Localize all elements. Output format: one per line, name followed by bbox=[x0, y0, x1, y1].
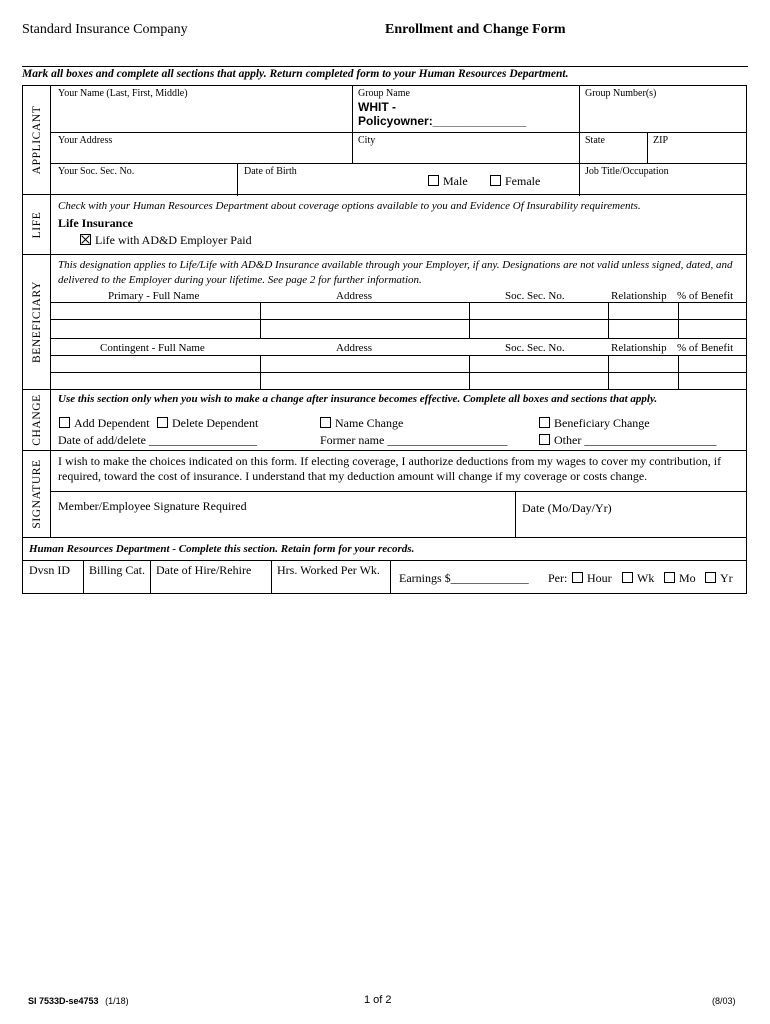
revision-date: (8/03) bbox=[712, 996, 736, 1006]
dob-label: Date of Birth bbox=[244, 166, 297, 177]
other-checkbox[interactable] bbox=[539, 434, 550, 445]
billing-cat-label: Billing Cat. bbox=[89, 563, 146, 577]
name-label: Your Name (Last, First, Middle) bbox=[58, 88, 188, 99]
form-code-date: (1/18) bbox=[105, 996, 129, 1006]
female-option[interactable] bbox=[490, 174, 540, 189]
signature-date-label: Date (Mo/Day/Yr) bbox=[522, 501, 612, 515]
applicant-section-label: APPLICANT bbox=[30, 105, 43, 175]
yr-checkbox[interactable] bbox=[705, 572, 716, 583]
wk-label: Wk bbox=[637, 571, 655, 585]
delete-dependent-option[interactable] bbox=[157, 416, 258, 431]
life-section bbox=[22, 194, 747, 255]
divider bbox=[23, 560, 746, 561]
male-label: Male bbox=[443, 174, 468, 188]
hour-label: Hour bbox=[587, 571, 612, 585]
address-field[interactable] bbox=[52, 146, 350, 162]
group-name-label: Group Name bbox=[358, 88, 410, 99]
life-section-label: LIFE bbox=[30, 211, 43, 238]
contingent-relationship-header: Relationship bbox=[611, 342, 667, 354]
beneficiary-change-option[interactable] bbox=[539, 416, 650, 431]
male-checkbox[interactable] bbox=[428, 175, 439, 186]
primary-address-header: Address bbox=[336, 290, 373, 302]
beneficiary-change-label: Beneficiary Change bbox=[554, 416, 650, 430]
name-field[interactable] bbox=[52, 100, 350, 131]
per-label: Per: bbox=[548, 571, 568, 585]
beneficiary-section bbox=[22, 254, 747, 390]
dob-field[interactable] bbox=[238, 177, 418, 195]
mo-label: Mo bbox=[679, 571, 696, 585]
female-label: Female bbox=[505, 174, 541, 188]
divider bbox=[51, 338, 746, 339]
life-note: Check with your Human Resources Department about coverage options available to you and Evidence Of Insurability requirements. bbox=[58, 200, 641, 212]
job-label: Job Title/Occupation bbox=[585, 166, 669, 177]
hr-section bbox=[22, 537, 747, 594]
divider bbox=[150, 560, 151, 594]
other-option[interactable] bbox=[539, 433, 716, 448]
life-heading: Life Insurance bbox=[58, 216, 133, 230]
yr-option[interactable] bbox=[705, 571, 733, 586]
change-note: Use this section only when you wish to make a change after insurance becomes effective. Complete all boxes and sections that apply. bbox=[58, 393, 658, 405]
beneficiary-change-checkbox[interactable] bbox=[539, 417, 550, 428]
divider bbox=[260, 302, 261, 338]
form-code-value: SI 7533D-se4753 bbox=[28, 996, 99, 1006]
group-number-label: Group Number(s) bbox=[585, 88, 657, 99]
group-name-line2: Policyowner:______________ bbox=[358, 114, 527, 128]
primary-name-header: Primary - Full Name bbox=[108, 290, 200, 302]
city-field[interactable] bbox=[353, 146, 577, 162]
other-label: Other ______________________ bbox=[554, 433, 717, 447]
group-name-value bbox=[358, 100, 526, 128]
wk-checkbox[interactable] bbox=[622, 572, 633, 583]
signature-sidebar bbox=[23, 451, 51, 537]
divider bbox=[51, 372, 746, 373]
divider bbox=[515, 491, 516, 538]
dvsn-id-label: Dvsn ID bbox=[29, 563, 70, 577]
divider bbox=[260, 355, 261, 390]
form-title: Enrollment and Change Form bbox=[385, 22, 566, 37]
divider bbox=[469, 355, 470, 390]
life-add-option[interactable] bbox=[80, 233, 252, 248]
signature-label: Member/Employee Signature Required bbox=[58, 499, 247, 513]
applicant-sidebar bbox=[23, 86, 51, 194]
delete-dependent-label: Delete Dependent bbox=[172, 416, 259, 430]
page-number: 1 of 2 bbox=[364, 994, 392, 1006]
divider bbox=[390, 560, 391, 594]
contingent-benefit-header: % of Benefit bbox=[677, 342, 734, 354]
beneficiary-note: This designation applies to Life/Life with AD&D Insurance available through your Employer, if any. Designations are not valid unless signed, dated, and delivered to the Employer during your lifetime. See page 2 for further information. bbox=[58, 259, 733, 286]
contingent-ssn-header: Soc. Sec. No. bbox=[505, 342, 565, 354]
add-dependent-option[interactable] bbox=[59, 416, 150, 431]
signature-date-field[interactable] bbox=[517, 515, 745, 537]
name-change-checkbox[interactable] bbox=[320, 417, 331, 428]
address-label: Your Address bbox=[58, 135, 113, 146]
add-dependent-checkbox[interactable] bbox=[59, 417, 70, 428]
primary-relationship-header: Relationship bbox=[611, 290, 667, 302]
primary-benefit-header: % of Benefit bbox=[677, 290, 734, 302]
hour-checkbox[interactable] bbox=[572, 572, 583, 583]
divider bbox=[678, 302, 679, 338]
hours-label: Hrs. Worked Per Wk. bbox=[277, 563, 380, 577]
form-instructions: Mark all boxes and complete all sections that apply. Return completed form to your Human Resources Department. bbox=[22, 68, 569, 80]
mo-checkbox[interactable] bbox=[664, 572, 675, 583]
change-section-label: CHANGE bbox=[30, 394, 43, 446]
divider bbox=[469, 302, 470, 338]
change-section bbox=[22, 389, 747, 451]
primary-ssn-header: Soc. Sec. No. bbox=[505, 290, 565, 302]
yr-label: Yr bbox=[720, 571, 733, 585]
divider bbox=[608, 355, 609, 390]
contingent-name-header: Contingent - Full Name bbox=[100, 342, 205, 354]
male-option[interactable] bbox=[428, 174, 468, 189]
divider bbox=[51, 302, 746, 303]
date-add-delete-field[interactable]: Date of add/delete __________________ bbox=[58, 433, 257, 447]
contingent-address-header: Address bbox=[336, 342, 373, 354]
delete-dependent-checkbox[interactable] bbox=[157, 417, 168, 428]
name-change-label: Name Change bbox=[335, 416, 404, 430]
form-code bbox=[28, 996, 129, 1006]
divider bbox=[83, 560, 84, 594]
name-change-option[interactable] bbox=[320, 416, 403, 431]
zip-field[interactable] bbox=[648, 146, 746, 162]
applicant-section bbox=[22, 85, 747, 195]
change-sidebar bbox=[23, 390, 51, 450]
city-label: City bbox=[358, 135, 376, 146]
beneficiary-sidebar bbox=[23, 255, 51, 389]
divider bbox=[608, 302, 609, 338]
divider bbox=[51, 355, 746, 356]
life-sidebar bbox=[23, 195, 51, 254]
hour-option[interactable] bbox=[572, 571, 612, 586]
divider bbox=[51, 491, 746, 492]
signature-section bbox=[22, 450, 747, 538]
divider bbox=[51, 319, 746, 320]
header-rule bbox=[22, 66, 748, 67]
divider bbox=[51, 132, 746, 133]
job-field[interactable] bbox=[580, 177, 746, 195]
signature-section-label: SIGNATURE bbox=[30, 459, 43, 529]
life-add-label: Life with AD&D Employer Paid bbox=[95, 233, 252, 247]
hr-heading: Human Resources Department - Complete this section. Retain form for your records. bbox=[29, 543, 415, 555]
beneficiary-section-label: BENEFICIARY bbox=[30, 281, 43, 363]
group-number-field[interactable] bbox=[580, 100, 746, 131]
company-name: Standard Insurance Company bbox=[22, 22, 188, 37]
ssn-field[interactable] bbox=[52, 177, 236, 195]
state-label: State bbox=[585, 135, 605, 146]
female-checkbox[interactable] bbox=[490, 175, 501, 186]
add-dependent-label: Add Dependent bbox=[74, 416, 150, 430]
wk-option[interactable] bbox=[622, 571, 654, 586]
earnings-field[interactable]: Earnings $_____________ bbox=[399, 571, 529, 585]
life-add-checkbox[interactable] bbox=[80, 234, 91, 245]
former-name-field[interactable]: Former name ____________________ bbox=[320, 433, 508, 447]
divider bbox=[51, 163, 746, 164]
divider bbox=[271, 560, 272, 594]
signature-field[interactable] bbox=[52, 513, 512, 537]
zip-label: ZIP bbox=[653, 135, 668, 146]
mo-option[interactable] bbox=[664, 571, 696, 586]
hire-date-label: Date of Hire/Rehire bbox=[156, 563, 252, 577]
signature-statement: I wish to make the choices indicated on this form. If electing coverage, I authorize deductions from my wages to cover my contribution, if required, toward the cost of insurance. I understand that my deduction amount will change if my coverage or costs change. bbox=[58, 454, 722, 483]
state-field[interactable] bbox=[580, 146, 646, 162]
group-name-line1: WHIT - bbox=[358, 100, 396, 114]
ssn-label: Your Soc. Sec. No. bbox=[58, 166, 135, 177]
divider bbox=[678, 355, 679, 390]
